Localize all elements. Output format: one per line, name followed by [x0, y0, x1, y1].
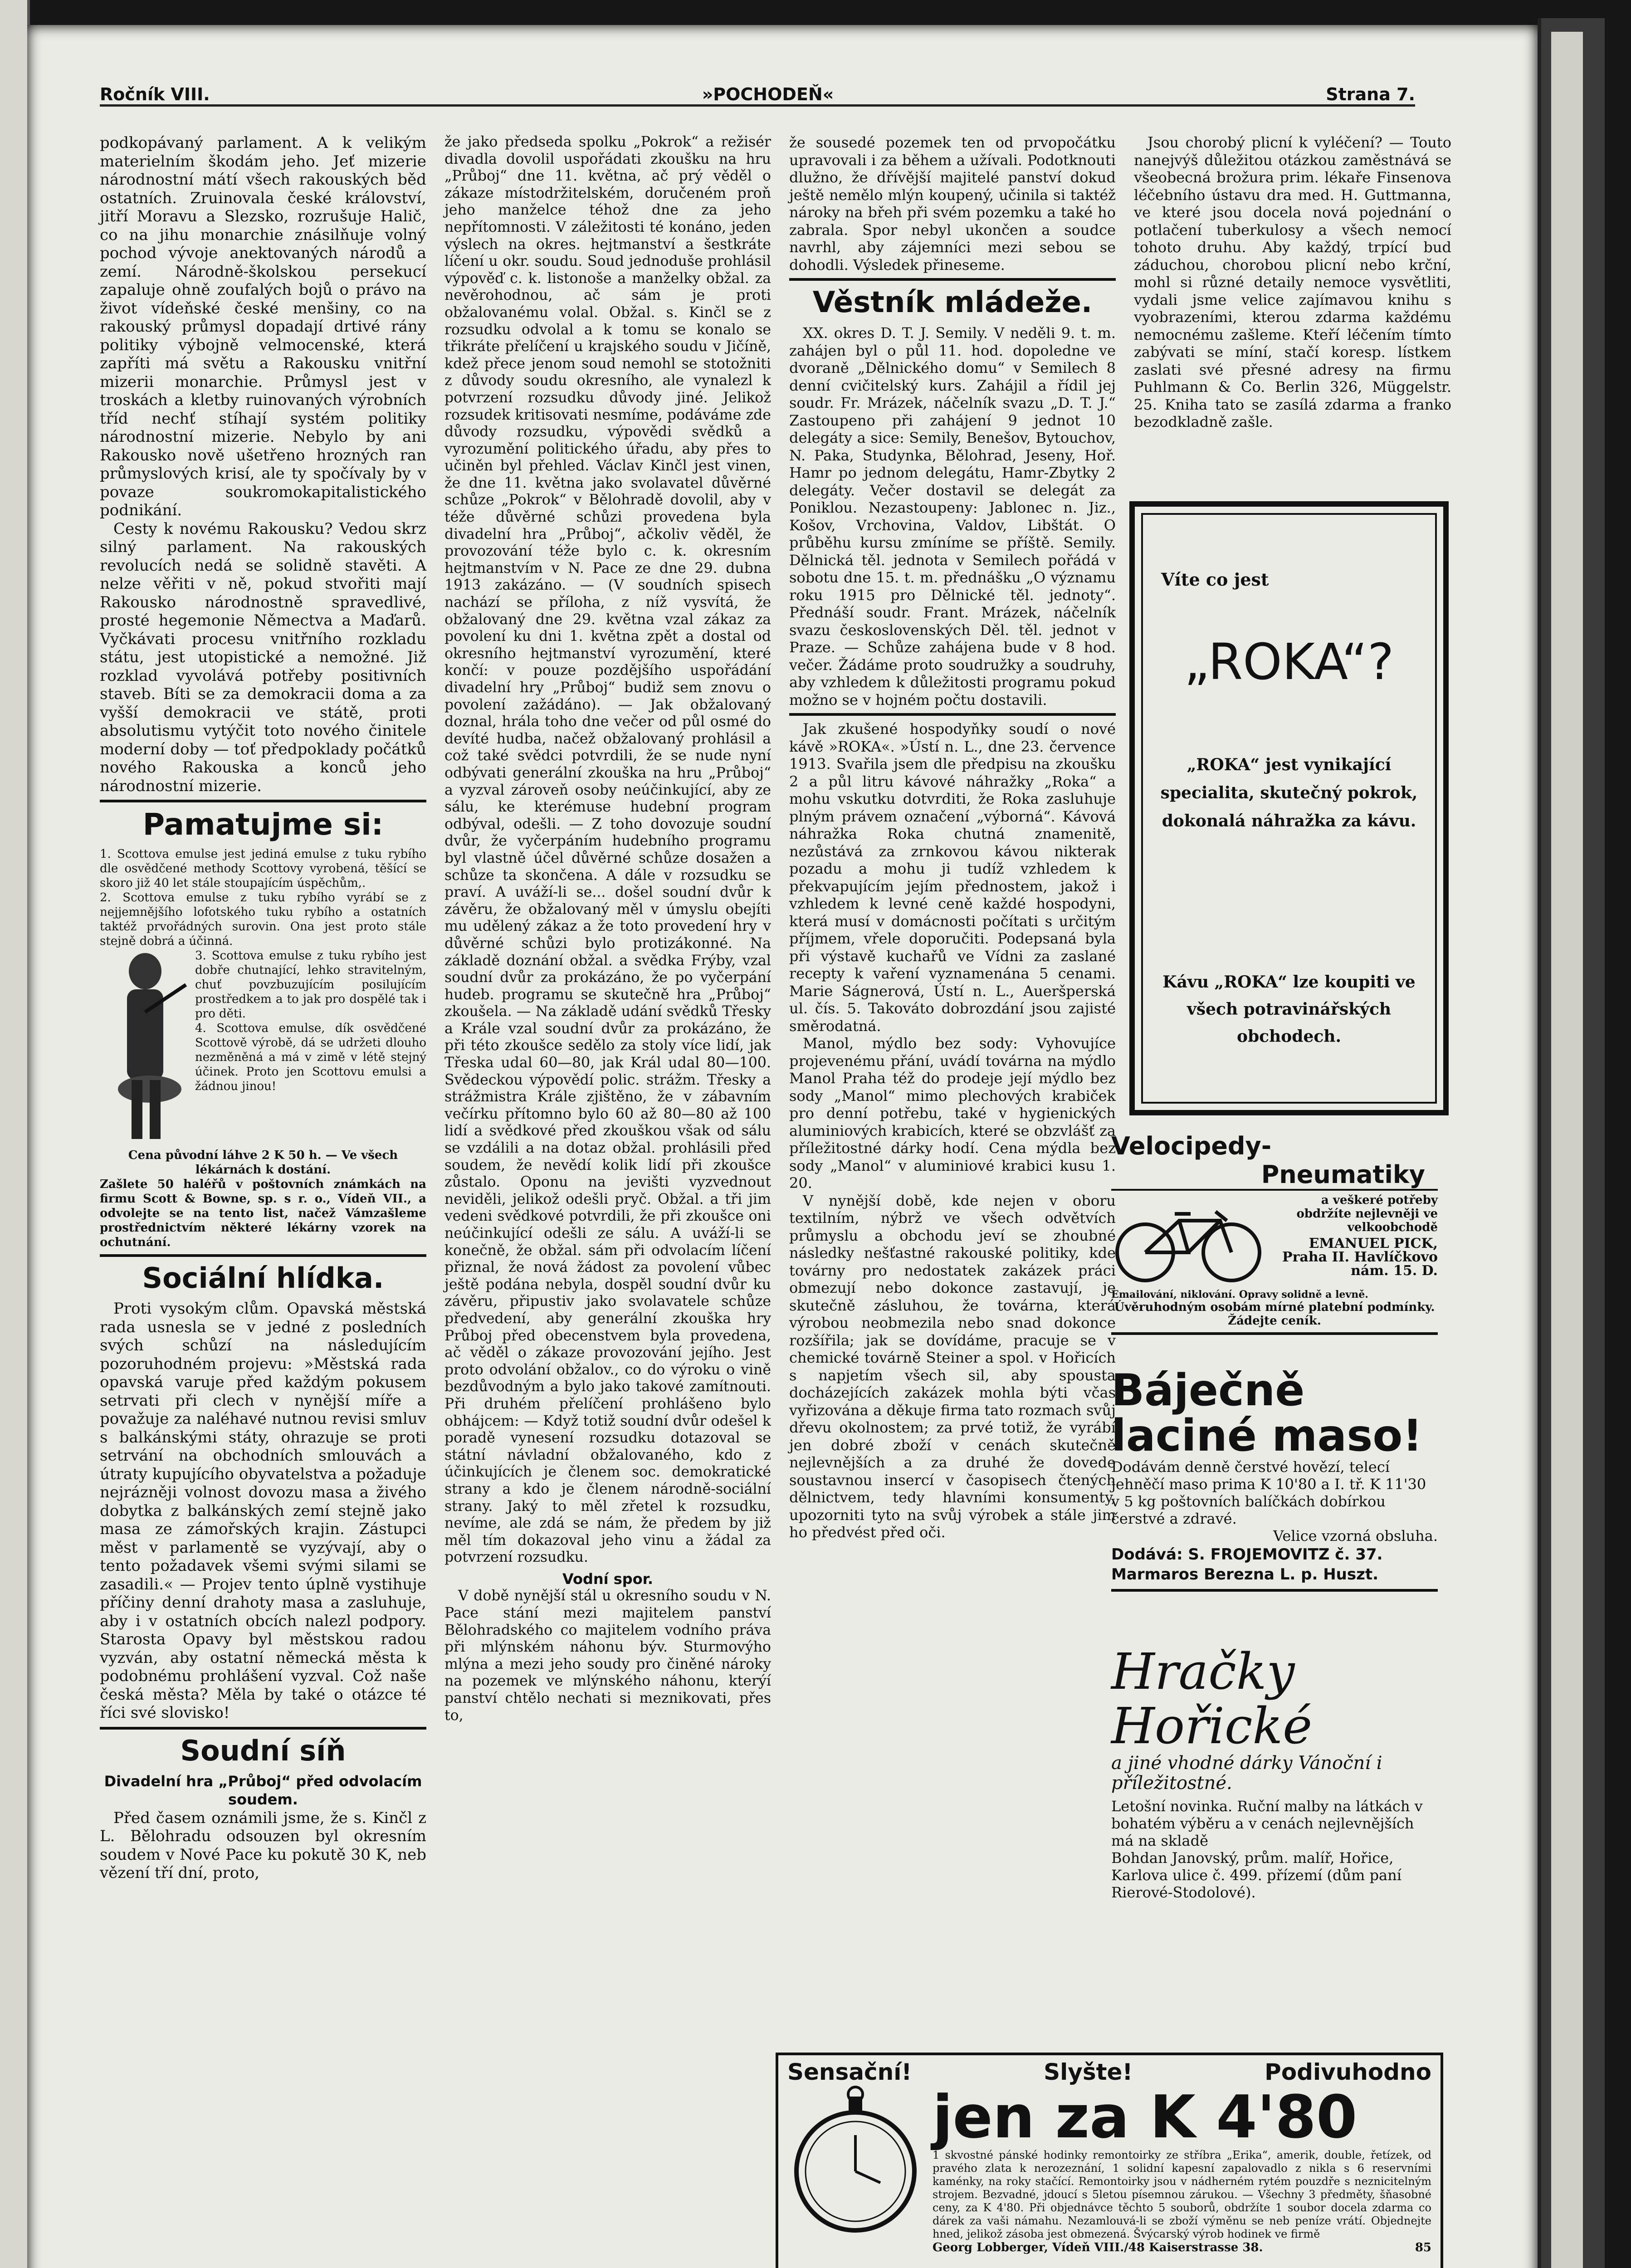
page-number: Strana 7. — [1326, 84, 1415, 104]
hracky-title: Hračky Hořické — [1111, 1642, 1313, 1755]
price-note: Cena původní láhve 2 K 50 h. — Ve všech lékárnách k dostání. — [128, 1149, 398, 1177]
column-3 — [789, 134, 1116, 1541]
vodni-text: V době nynější stál u okresního soudu v N. Pace stání mezi majitelem panství Bělohradského co majitelem vodního práva při mlýnském náhonu býv. Sturmovýho mlýna a mezi jeho soudy pro činěné nároky na pozemek ve mlýnského náhonu, kterýí panství chtělo nechati si meznikovati, přes to, — [444, 1588, 771, 1724]
watch-advert — [776, 2053, 1443, 2268]
podivuhodno: Podivuhodno — [1265, 2059, 1431, 2085]
velo-firm: EMANUEL PICK, Praha II. Havlíčkovo nám. 15. D. — [1282, 1236, 1438, 1279]
roka-question: Víte co jest — [1161, 569, 1269, 590]
newspaper-page — [27, 25, 1538, 2268]
column-1 — [100, 134, 426, 1882]
roka-testimonial: Jak zkušené hospodyňky soudí o nové kávě »ROKA«. »Ústí n. L., dne 23. července 1913. Svařila jsem dle předpisu na zkoušku 2 a půl litru kávové náhražky „Roka“ a mohu vskutku dotvrditi, že Roka zasluhuje plným právem označení „výborná“. Kávová náhražka Roka chutná znamenitě, nezůstává za zrnkovou kávou nikterak pozadu a mohu ji tudíž vzhledem k překvapujícím jejím přednostem, jakož i vzhledem k levné ceně každé hospodyni, která musí v domácnosti počítati s určitým příjmem, vřele doporučiti. Podepsaná byla při výstavě kuchařů ve Vídni za zaslané recepty k vaření vyznamenána 5 cenami. Marie Ságnerová, Ústí n. L., Aueršperská ul. čís. 5. Takováto dobrozdání jsou zajisté směrodatná. — [789, 720, 1116, 1035]
previous-page-edge — [0, 0, 30, 2268]
column-4 — [1134, 134, 1451, 431]
roka-availability: Kávu „ROKA“ lze koupiti ve všech potravinářských obchodech. — [1162, 973, 1416, 1046]
pamatujme-item-4: 4. Scottova emulse, dík osvědčené Scottově výrobě, dá se udržeti dlouho nezměněná a má v zimě v létě stejný účinek. Proto jen Scottovu emulsi a žádnou jinou! — [195, 1022, 426, 1093]
vodni-heading: Vodní spor. — [562, 1570, 654, 1588]
roka-claim: „ROKA“ jest vynikající specialita, skutečný pokrok, dokonalá náhražka za kávu. — [1160, 755, 1418, 831]
watch-price: jen za K 4'80 — [933, 2082, 1358, 2151]
next-page-edge — [1551, 32, 1583, 2268]
sample-note: Zašlete 50 haléřů v poštovních známkách na firmu Scott & Bowne, sp. s r. o., Vídeň VII., a odvolejte se na tento list, načež Vámzašleme prostřednictvím některé lékárny vzorek na ochutnání. — [100, 1178, 426, 1249]
roka-brand: „ROKA“? — [1184, 633, 1394, 691]
maso-text: Dodávám denně čerstvé hovězí, telecí jehněčí maso prima K 10'80 a I. tř. K 11'30 v 5 kg poštovních balíčkách dobírkou čerstvé a zdravé. — [1111, 1458, 1426, 1527]
slyste: Slyšte! — [1044, 2059, 1133, 2085]
soudni-subheading: Divadelní hra „Průboj“ před odvolacím soudem. — [104, 1772, 422, 1808]
nynejsi-text: V nynější době, kde nejen v oboru textilním, nýbrž ve všech odvětvích průmyslu a obchodu jeví se zhoubné následky nešťastné rakouské politiky, kde továrny pro nedostatek zakázek práci obmezují nebo dokonce zastavují, je skutečně zásluhou, že továrna, která výrobou neobmezila nebo snad dokonce rozšířila; jak se dovídáme, pracuje se v chemické továrně Steiner a spol. v Hořicích s napjetím všech sil, aby spousta docházejících zakázek mohla býti včas vyřizována a děkuje firma tato rozmach svůj dřevu okolnostem; za prvé totiž, že vyrábí jen dobré zboží v cenách skutečně nejlevnějších a za druhé že dovede soustavnou insercí v časopisech čtených dělnictvem, tedy hlavními konsumenty, upozorniti tyto na svůj výrobek a stále jim ho předvést před oči. — [789, 1192, 1116, 1541]
divider — [100, 1254, 426, 1257]
soudni-continued: že jako předseda spolku „Pokrok“ a režisér divadla dovolil uspořádati zkoušku na hru „Průboj“ dne 11. května, ač prý věděl o zákaze místodržitelském, doručeném proň jeho manželce téhož dne za jeho nepřítomnosti. V záležitosti té konáno, jeden výslech na okres. hejtmanství a šestkráte líčení u okr. soudu. Soud jednoduše prohlásil výpověď c. k. listonoše a manželky obžal. za nevěrohodnou, ač sám je proti obžalovanému volal. Obžal. s. Kinčl se z rozsudku odvolal a k tomu se konalo se třikráte přelíčení u krajského soudu v Jičíně, kdež přece jenom soud nemohl se stotožniti z důvody soudu okresního, ale vynalezl k potvrzení rozsudku důvody jiné. Jelikož rozsudek kritisovati nesmíme, podáváme zde důvody rozsudku, výpovědi svědků a vyrozumění politického úřadu, aby přes to učiněn byl přehled. Václav Kinčl jest vinen, že dne 11. května jako svolavatel důvěrné schůze „Pokrok“ v Bělohradě dovolil, aby v téže důvěrné schůzi provedena byla divadelní hra „Průboj“, ačkoliv věděl, že provozování téže bylo c. k. okresním hejtmanstvím v N. Pace ze dne 29. dubna 1913 zakázáno. — (V soudních spisech nachází se příloha, z níž vysvítá, že obžalovaný dne 29. května vzal zákaz za povolení ku dni 1. května zpět a dostal od okresního hejtmanství vyrozumění, které končí: v pouze pozdějšího uspořádání divadelní hry „Průboj“ budiž sem znovu o povolení zažádáno). — Jak obžalovaný doznal, hrála toho dne večer od půl osmé do devíté hudba, načež obžalovaný prohlásil a což také svědci potvrdili, že se nude nyní odbývati generální zkouška na hru „Průboj“ a vyzval zároveň osoby neúčinkující, aby ze sálu, ke kterémuse hudební program odbýval, odešli. — Z toho dovozuje soudní dvůr, že vyčerpáním hudebního programu byl vlastně účel důvěrné schůze dosažen a schůze ta skončena. A dále v rozsudku se praví. A uváží-li se... došel soudní dvůr k závěru, že obžalovaný měl v úmyslu obejíti mu udělený zákaz a že toto provedení hry v důvěrné schůzi bylo protizákonné. Na základě doznání obžal. a svědka Frýby, vzal soudní dvůr za prokázáno, že po vyčerpání hudeb. programu se skutečně hra „Průboj“ zkoušela. — Na základě udání svědků Třesky a Krále vzal soudní dvůr za prokázáno, že při této zkoušce sedělo za stoly více lidí, jak Třeska udal 60—80, jak Král udal 80—100. Svědeckou výpovědí polic. strážm. Třesky a strážmistra Krále zjištěno, že v zábavním večírku přítomno bylo 60 až 80—80 až 100 lidí a svědkové před zkouškou však od sálu se vzdálili a na dotaz obžal. prohlásili před soudem, že nevědí kolik lidí při zkoušce zůstalo. Oponu na jevišti vyzvednout neviděli, jelikož odešli pryč. Obžal. a tři jim vedeni svědkové potvrdili, že při zkoušce oni neúčinkující odešli ze sálu. A uváží-li se konečně, že obžal. sám při odvolacím líčení přiznal, že nová žádost za povolení vůbec ještě podána nebyla, dospěl soudní dvůr ku závěru, připustiv jako svolavatele schůze předvedení, aby generální zkouška hry Průboj před obecenstvem byla provedena, ač věděl o zákaze provozování jejího. Jest proto odvolání obžalov., co do výroku o vině bezdůvodným a bylo jako takové zamítnouti. Při druhém přelíčení prohlášeno bylo obhájcem: — Když totiž soudní dvůr odešel k poradě vynesení rozsudku dotazoval se státní návladní obžalovaného, kdo z účinkujících je členem soc. demokratické strany a kdo je členem národně-sociální strany. Jaký to měl zřetel k rozsudku, nevíme, ale zdá se nám, že předem by již měl tím dokazoval jeho vinu a žádal za potvrzení rozsudku. — [444, 134, 771, 1566]
pamatujme-list — [100, 847, 426, 1250]
manol-text: Manol, mýdlo bez sody: Vyhovujíce projevenému přání, uvádí továrna na mýdlo Manol Praha též do prodeje její mýdlo bez sody „Manol“ mimo plechových krabiček pro denní potřebu, také v hygienických aluminiových krabicích, které se obzvlášť za příležitostné dárky hodí. Cena mýdla bez sody „Manol“ v aluminiové krabici kusu 1. 20. — [789, 1035, 1116, 1192]
bicycle-icon — [1111, 1193, 1265, 1289]
soudni-text: Před časem oznámili jsme, že s. Kinčl z L. Bělohradu odsouzen byl okresním soudem v Nové Pace ku pokutě 30 K, neb vězení tří dní, proto, — [100, 1809, 426, 1882]
column-2 — [444, 134, 771, 1724]
velocipedy-advert — [1111, 1132, 1438, 1328]
soudni-heading: Soudní síň — [180, 1734, 346, 1767]
page-header — [100, 73, 1415, 107]
article-text: podkopávaný parlament. A k velikým materielním škodám jeho. Jeť mizerie národnostní mátí všech rakouských běd ostatních. Zruinovala české království, jitří Moravu a Slezsko, rozrušuje Halič, co na jihu monarchie znásilňuje volný pochod vývoje anektovaných národů a zemí. Národně-školskou persekucí zapaluje ohně zoufalých bojů o právo na život vídeňské české menšiny, co na rakouský průmysl dopadají drtivé rány politiky výbojně velmocenské, která zapříti má světu a Rakousku vnitřní mizerii monarchie. Průmysl jest v troskách a kletby ruinovaných výrobních tříd nechť stíhají systém politiky národnostní mizerie. Nebylo by ani Rakousko nově ušetřeno hrozných ran průmyslových krisí, ale ty spočívaly by v povaze soukromokapitalistického podnikání. — [100, 134, 426, 519]
pamatujme-heading: Pamatujme si: — [142, 807, 384, 842]
fisherman-illustration — [100, 948, 190, 1148]
socialni-heading: Sociální hlídka. — [142, 1261, 384, 1295]
roka-advert — [1129, 501, 1449, 1115]
hracky-firm: Bohdan Janovský, prům. malíř, Hořice, Karlova ulice č. 499. přízemí (dům paní Rierové-Stodolové). — [1111, 1849, 1401, 1901]
socialni-text: Proti vysokým clům. Opavská městská rada usnesla se v jedné z posledních svých schůzí na následujícím pozoruhodném projevu: »Městská rada opavská varuje před každým pokusem setrvati při clech v nynější míře a považuje za naléhavé nutnou revisi smluv s balkánskými státy, ohrazuje se proti setrvání na obchodních smlouvách a útraty kupujícího obyvatelstva a požaduje nejrázněji volnost dovozu masa a živého dobytka z balkánských zemí stejně jako masa ze zámořských krajin. Zástupci měst v parlamentě se vyzývají, aby o tento požadavek všemi svými silami se zasadili.« — Projev tento úplně vystihuje příčiny denní drahoty masa a zasluhuje, aby i v ostatních obcích nalezl podpory. Starosta Opavy byl městskou radou vyzván, aby ostatní německá města k podobnému prohlášení vyzval. Což naše česká města? Měla by také o otázce té říci své slovisko! — [100, 1300, 426, 1722]
maso-supplier: Dodává: S. FROJEMOVITZ č. 37. Marmaros Berezna L. p. Huszt. — [1111, 1545, 1383, 1584]
hracky-subtitle: a jiné vhodné dárky Vánoční i příležitostné. — [1111, 1753, 1382, 1794]
velo-small-1: Emailování, niklování. Opravy solidně a levně. — [1111, 1289, 1368, 1300]
divider — [1111, 1589, 1438, 1592]
divider — [100, 800, 426, 802]
velo-text: a veškeré potřeby obdržíte nejlevněji ve velkoobchodě — [1296, 1193, 1438, 1234]
watch-firm: Georg Lobberger, Vídeň VIII./48 Kaiserstrasse 38. — [933, 2241, 1263, 2254]
velo-title-2: - Pneumatiky — [1261, 1132, 1425, 1189]
hracky-advert — [1111, 1644, 1438, 1901]
velo-small-2: Úvěruhodným osobám mírné platební podmínky. Žádejte ceník. — [1114, 1300, 1435, 1328]
velo-title-1: Velocipedy — [1111, 1132, 1261, 1160]
pamatujme-item-3: 3. Scottova emulse z tuku rybího jest dobře chutnající, lehko stravitelným, chuť povzbuzujícím posilujícím prostředkem a to jak pro dospělé tak i pro děti. — [195, 949, 426, 1021]
pocket-watch-icon — [787, 2085, 923, 2239]
maso-title: Báječně laciné maso! — [1111, 1365, 1423, 1461]
vodni-continued: že sousedé pozemek ten od prvopočátku upravovali i za během a užívali. Podotknouti dlužno, že dřívější majitelé panství dokud ještě nemělo mlýn koupený, učinila si taktéž nároky na břeh při svém pozemku a také ho zabrala. Spor nebyl ukončen a soudce navrhl, aby zájemníci mezi sebou se dohodli. Výsledek přineseme. — [789, 134, 1116, 274]
volume-label: Ročník VIII. — [100, 84, 210, 104]
chorobny-text: Jsou chorobý plicní k vyléčení? — Touto nanejvýš důležitou otázkou zaměstnává se všeobecná brožura prim. lékaře Finsenova léčebního ústavu dra med. H. Guttmanna, ve které jsou docela nová pojednání o potlačení tuberkulosy a všech nemocí tohoto druhu. Aby každý, trpící bud záduchou, chorobou plicní nebo krční, mohl si různé detaily nemoce vysvětliti, vydali jsme velice zajímavou knihu s vyobrazeními, kterou zdarma každému nemocnému zašleme. Kteří léčením tímto zabývati se míní, stačí koresp. lístkem zaslati své přesné adresy na firmu Puhlmann & Co. Berlin 326, Müggelstr. 25. Kniha tato se zasílá zdarma a franko bezodkladně zašle. — [1134, 134, 1451, 430]
divider — [100, 1727, 426, 1730]
watch-ad-number: 85 — [1415, 2241, 1431, 2254]
newspaper-title: »POCHODEŇ« — [702, 84, 834, 104]
maso-advert — [1111, 1365, 1438, 1596]
divider — [1111, 1332, 1438, 1335]
vestnik-text: XX. okres D. T. J. Semily. V neděli 9. t. m. zahájen byl o půl 11. hod. dopoledne ve dvoraně „Dělnického domu“ v Semilech 8 denní cvičitelský kurs. Zahájil a řídil jej soudr. Fr. Mrázek, náčelník svazu „D. T. J.“ Zastoupeno při zahájení 9 jednot 10 delegáty a sice: Semily, Benešov, Bytouchov, N. Paka, Studynka, Bělohrad, Jeseny, Hoř. Hamr po jednom delegátu, Hamr-Zbytky 2 delegáty. Večer dostavil se delegát za Poniklou. Nezastoupeny: Jablonec n. Jiz., Košov, Vrchovina, Valdov, Libštát. O průběhu kursu zmíníme se příště. Semily. Dělnická těl. jednota v Semilech pořádá v sobotu dne 15. t. m. přednášku „O významu roku 1915 pro Dělnické těl. jednoty“. Přednáší soudr. Frant. Mrázek, náčelník svazu československých Děl. těl. jednot v Praze. — Schůze zahájena bude v 8 hod. večer. Žádáme proto soudružky a soudruhy, aby vzhledem k důležitosti programu pokud možno se v hojném počtu dostavili. — [789, 324, 1116, 709]
divider — [789, 278, 1116, 281]
sensacni: Sensační! — [787, 2059, 912, 2085]
hracky-text: Letošní novinka. Ruční malby na látkách v bohatém výběru a v cenách nejlevnějších má na skladě — [1111, 1798, 1423, 1849]
article-text-2: Cesty k novému Rakousku? Vedou skrz silný parlament. Na rakouských revolucích nedá se solidně stavěti. A nelze věřiti v ně, pokud stvořiti mají Rakousko národnostně spravedlivé, prosté hegemonie Němectva a Maďarů. Vyčkávati procesu vnitřního rozkladu státu, jest utopistické a nemožné. Již rozklad vyvolává potřeby positivních staveb. Bíti se za demokracii doma a za vyšší demokracii ve státě, proti absolutismu vytýčit toto nového činitele moderní doby — toť předpoklady počátků nového Rakouska a konců jeho národnostní mizerie. — [100, 519, 426, 795]
vestnik-heading: Věstník mládeže. — [812, 286, 1093, 319]
divider — [789, 713, 1116, 716]
watch-text: 1 skvostné pánské hodinky remontoirky ze stříbra „Erika“, amerik, double, řetízek, od pravého zlata k nerozeznání, 1 solidní kapesní zapalovadlo z nikla s 6 reservními kaménky, na roky stačící. Remontoirky jsou v nádherném rytém pouzdře s neznicitelným strojem. Bezvadné, jdoucí s 5letou písemnou zárukou. — Všechny 3 předměty, šňasobné ceny, za K 4'80. Při objednávce těchto 5 souborů, obdržíte 1 soubor docela zdarma co dárek za vaši námahu. Nezamlouvá-li se zboží výměnu se neb peníze vrátí. Objednejte hned, jelikož zásoba jest obmezená. Švýcarský výrob hodinek ve firmě — [933, 2149, 1431, 2240]
pamatujme-item-2: 2. Scottova emulse z tuku rybího vyrábí se z nejjemnějšího lofotského tuku rybího a ostatních taktéž prvořádných surovin. Ona jest proto stále stejně dobrá a účinná. — [100, 891, 426, 948]
pamatujme-item-1: 1. Scottova emulse jest jediná emulse z tuku rybího dle osvědčené methody Scottovy vyrobená, těšící se skoro již 40 let stále stoupajícím úspěchům,. — [100, 847, 426, 890]
maso-service: Velice vzorná obsluha. — [1273, 1527, 1438, 1545]
